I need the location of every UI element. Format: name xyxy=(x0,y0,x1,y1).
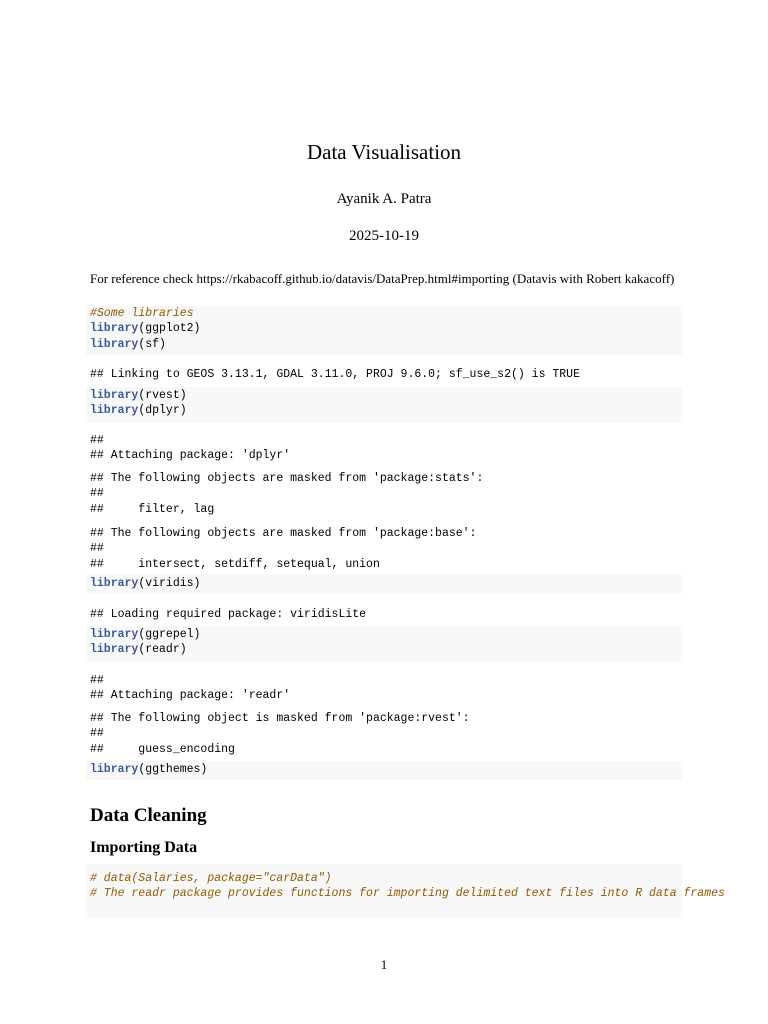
code-comment: #Some libraries xyxy=(90,307,194,320)
output-line: ## xyxy=(90,487,104,501)
console-output xyxy=(90,711,470,757)
output-line: ## xyxy=(90,674,104,687)
page-number: 1 xyxy=(380,957,388,972)
console-output xyxy=(90,433,290,464)
code-line: library(ggrepel) xyxy=(90,628,201,641)
output-line: ## The following object is masked from 'package:rvest': xyxy=(90,712,470,725)
code-line: library(ggplot2) xyxy=(90,322,201,336)
output-line: ## Loading required package: viridisLite xyxy=(90,608,367,621)
output-line: ## filter, lag xyxy=(90,502,215,516)
console-output xyxy=(90,471,483,517)
output-line: ## intersect, setdiff, setequal, union xyxy=(90,557,380,571)
output-line: ## Attaching package: 'readr' xyxy=(90,689,291,703)
code-comment: # data(Salaries, package="carData") xyxy=(90,872,332,885)
console-output xyxy=(90,673,290,704)
code-block xyxy=(86,387,682,423)
output-line: ## xyxy=(90,542,104,556)
code-line: library(sf) xyxy=(90,337,166,351)
output-line: ## The following objects are masked from 'package:base': xyxy=(90,527,477,540)
intro-paragraph: For reference check https://rkabacoff.github.io/datavis/DataPrep.html#importing (Datavis with Robert kakacoff) xyxy=(90,271,675,286)
output-line: ## xyxy=(90,434,104,447)
output-line: ## guess_encoding xyxy=(90,742,235,756)
code-block xyxy=(86,626,682,662)
code-block xyxy=(86,761,682,780)
code-line: library(rvest) xyxy=(90,389,187,402)
console-output xyxy=(90,367,580,382)
code-line: library(viridis) xyxy=(90,577,201,590)
console-output xyxy=(90,607,366,622)
output-line: ## Linking to GEOS 3.13.1, GDAL 3.11.0, PROJ 9.6.0; sf_use_s2() is TRUE xyxy=(90,368,580,381)
document-date: 2025-10-19 xyxy=(349,228,419,244)
document-title: Data Visualisation xyxy=(306,140,462,164)
code-line: library(ggthemes) xyxy=(90,763,208,776)
document-author: Ayanik A. Patra xyxy=(336,191,432,207)
code-block xyxy=(86,864,725,918)
section-heading: Data Cleaning xyxy=(90,805,207,826)
console-output xyxy=(90,526,476,572)
code-line: library(dplyr) xyxy=(90,404,187,418)
code-comment: # The readr package provides functions for importing delimited text files into R data frames xyxy=(90,887,725,901)
output-line: ## xyxy=(90,727,104,741)
code-line: library(readr) xyxy=(90,643,187,657)
code-block xyxy=(86,306,682,355)
code-block xyxy=(86,575,682,594)
output-line: ## Attaching package: 'dplyr' xyxy=(90,449,291,463)
subsection-heading: Importing Data xyxy=(90,839,198,856)
output-line: ## The following objects are masked from 'package:stats': xyxy=(90,472,484,485)
